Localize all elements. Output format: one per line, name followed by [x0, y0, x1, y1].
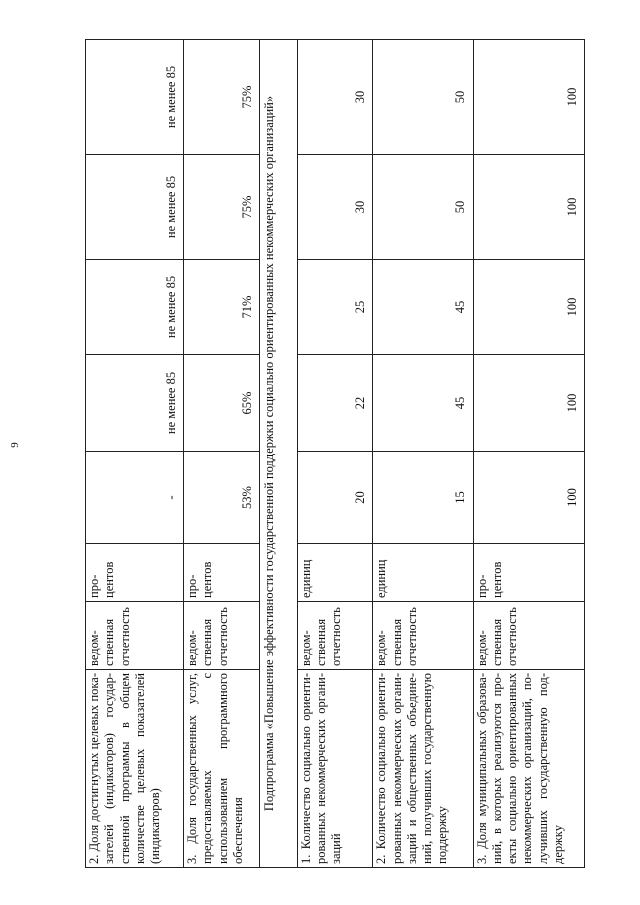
- value-cell: 15: [373, 452, 473, 544]
- value-cell: не менее 85: [86, 155, 184, 260]
- value-cell: 100: [473, 155, 584, 260]
- value-cell: 65%: [184, 355, 260, 452]
- indicators-table: [85, 39, 585, 868]
- value-cell: 50: [373, 40, 473, 155]
- data-source: ведомственная отчетность: [297, 602, 373, 670]
- table-row: [86, 40, 184, 868]
- value-cell: 100: [473, 260, 584, 355]
- value-cell: 25: [297, 260, 373, 355]
- value-cell: 22: [297, 355, 373, 452]
- value-cell: 30: [297, 40, 373, 155]
- table-row: [184, 40, 260, 868]
- value-cell: не менее 85: [86, 40, 184, 155]
- value-cell: 45: [373, 355, 473, 452]
- table-row: [297, 40, 373, 868]
- subprogram-row: [259, 40, 297, 868]
- value-cell: -: [86, 452, 184, 544]
- indicator-name: 1. Количество социально ориентированных некоммерческих организаций: [297, 670, 373, 868]
- table-row: [473, 40, 584, 868]
- indicator-name: 3. Доля муниципальных образований, в которых реализуются проекты социально ориентированных некоммерческих организаций, получивших государственную поддержку: [473, 670, 584, 868]
- rotated-table-container: [85, 40, 585, 868]
- value-cell: 75%: [184, 40, 260, 155]
- value-cell: 30: [297, 155, 373, 260]
- unit: процентов: [473, 544, 584, 602]
- value-cell: 71%: [184, 260, 260, 355]
- unit: процентов: [86, 544, 184, 602]
- data-source: ведомственная отчетность: [86, 602, 184, 670]
- page-number: 9: [9, 442, 21, 448]
- data-source: ведомственная отчетность: [373, 602, 473, 670]
- unit: процентов: [184, 544, 260, 602]
- value-cell: 75%: [184, 155, 260, 260]
- value-cell: 100: [473, 40, 584, 155]
- unit: единиц: [373, 544, 473, 602]
- unit: единиц: [297, 544, 373, 602]
- indicator-name: 2. Доля достигнутых целевых показателей (индикаторов) государственной программы в общем количестве целевых показателей (индикаторов): [86, 670, 184, 868]
- value-cell: 100: [473, 355, 584, 452]
- data-source: ведомственная отчетность: [184, 602, 260, 670]
- data-source: ведомственная отчетность: [473, 602, 584, 670]
- value-cell: не менее 85: [86, 355, 184, 452]
- value-cell: 20: [297, 452, 373, 544]
- value-cell: 50: [373, 155, 473, 260]
- value-cell: не менее 85: [86, 260, 184, 355]
- indicator-name: 3. Доля государственных услуг, предоставляемых с использованием программного обеспечения: [184, 670, 260, 868]
- value-cell: 45: [373, 260, 473, 355]
- value-cell: 53%: [184, 452, 260, 544]
- subprogram-title: Подпрограмма «Повышение эффективности государственной поддержки социально ориентированных некоммерческих организаций»: [259, 40, 297, 868]
- value-cell: 100: [473, 452, 584, 544]
- indicator-name: 2. Количество социально ориентированных некоммерческих организаций и общественных объединений, получивших государственную поддержку: [373, 670, 473, 868]
- table-row: [373, 40, 473, 868]
